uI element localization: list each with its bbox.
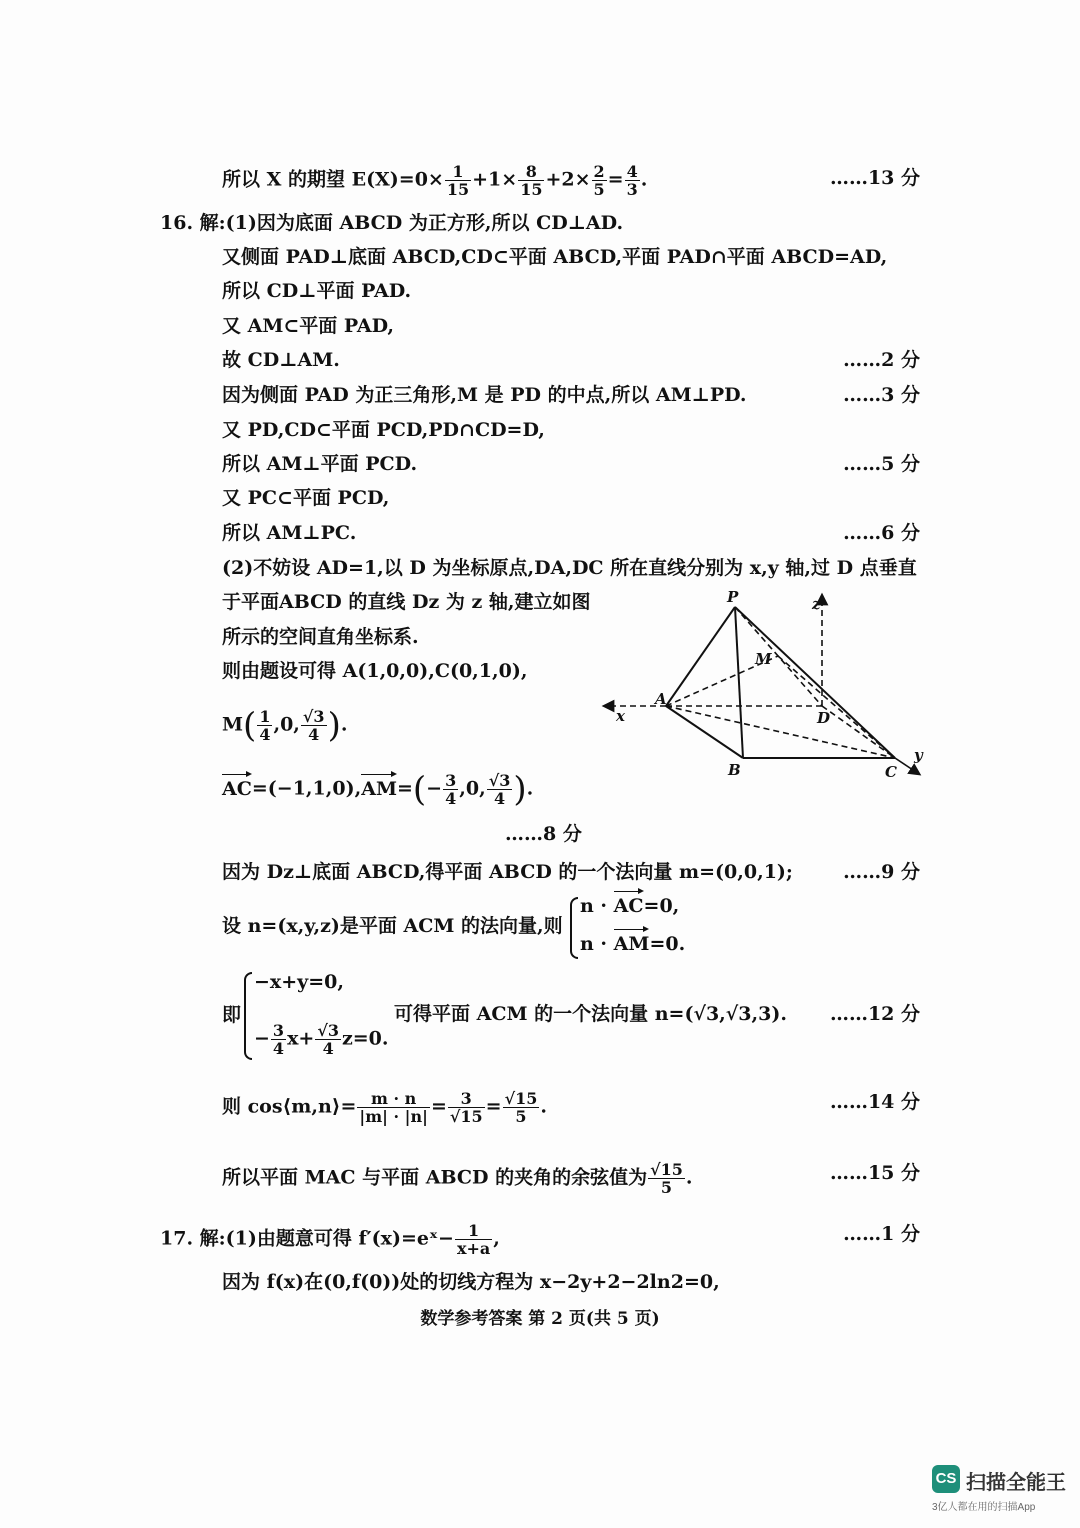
fraction: $\frac{1}{x+a}$ (456, 1221, 491, 1258)
fraction: $\frac{2}{5}$ (593, 162, 605, 199)
q16-line-9: 又 PC⊂平面 PCD, (222, 487, 390, 509)
q17-line-2: 因为 f(x)在(0,f(0))处的切线方程为 x−2y+2−2ln2=0, (222, 1271, 720, 1293)
watermark-brand: 扫描全能王 (966, 1472, 1066, 1494)
q16-line-2: 又侧面 PAD⊥底面 ABCD,CD⊂平面 ABCD,平面 PAD∩平面 ABCD=AD, (222, 246, 888, 268)
q16-line-5: 故 CD⊥AM. (222, 349, 340, 371)
fraction: $\frac{√3}{4}$ (488, 771, 511, 808)
fraction: $\frac{m \cdot n}{|m| \cdot |n|}$ (359, 1089, 428, 1126)
system-brace-2 (244, 972, 252, 1060)
vector-ac: AC (222, 777, 252, 800)
cosine-line: 则 cos⟨m,n⟩= $\frac{m \cdot n}{|m| \cdot |n|}$ = $\frac{3}{√15}$ = $\frac{√15}{5}$ . (222, 1089, 547, 1126)
vector-am: AM (361, 777, 397, 800)
fraction: $\frac{3}{√15}$ (449, 1089, 483, 1126)
score-2: ……2 分 (843, 349, 920, 371)
q16-line-4: 又 AM⊂平面 PAD, (222, 315, 394, 337)
q16-line-11: (2)不妨设 AD=1,以 D 为坐标原点,DA,DC 所在直线分别为 x,y 轴,过 D 点垂直 (222, 557, 917, 579)
label-d: D (817, 709, 831, 727)
system-2-eq-a: −x+y=0, (254, 971, 344, 993)
label-p: P (727, 588, 739, 606)
ji-label: 即 (222, 1004, 242, 1026)
normal-vector-line: 可得平面 ACM 的一个法向量 n=(√3,√3,3). (394, 1003, 787, 1025)
fraction: $\frac{√3}{4}$ (302, 707, 325, 744)
q16-line-3: 所以 CD⊥平面 PAD. (222, 280, 412, 302)
edge-pb (735, 607, 743, 758)
fraction: $\frac{4}{3}$ (626, 162, 638, 199)
system-1-eq-a: n · AC=0, (580, 895, 680, 917)
camscanner-logo-icon: CS (932, 1465, 960, 1493)
q17-line-1: 17. 解:(1)由题意可得 f′(x)=eˣ− $\frac{1}{x+a}$ , (160, 1221, 500, 1258)
page-footer: 数学参考答案 第 2 页(共 5 页) (420, 1309, 660, 1329)
score-15: ……15 分 (829, 1162, 920, 1184)
q16-line-12: 于平面ABCD 的直线 Dz 为 z 轴,建立如图 (222, 591, 591, 613)
fraction: $\frac{√15}{5}$ (650, 1160, 683, 1197)
score-1: ……1 分 (843, 1223, 920, 1245)
edge-dc (822, 706, 895, 758)
system-brace-1 (570, 897, 578, 959)
system-2-eq-b: − $\frac{3}{4}$ x+ $\frac{√3}{4}$ z=0. (254, 1021, 389, 1058)
q16-line-18: 设 n=(x,y,z)是平面 ACM 的法向量,则 (222, 915, 563, 937)
label-z: z (812, 595, 821, 613)
pyramid-figure (600, 585, 930, 785)
edge-pa (666, 607, 735, 706)
score-5: ……5 分 (843, 453, 920, 475)
score-3: ……3 分 (843, 384, 920, 406)
fraction: $\frac{3}{4}$ (445, 771, 457, 808)
score-12: ……12 分 (829, 1003, 920, 1025)
label-x: x (616, 707, 625, 725)
edge-ab (666, 706, 743, 758)
edge-pc (735, 607, 895, 758)
edge-ac (666, 706, 895, 758)
label-a: A (655, 690, 667, 708)
label-b: B (728, 761, 741, 779)
vectors-line: AC=(−1,1,0),AM=(− $\frac{3}{4}$ ,0, $\frac{√3}{4}$ ). (222, 769, 534, 810)
label-y: y (914, 746, 923, 764)
fraction: $\frac{3}{4}$ (272, 1021, 285, 1058)
final-answer-line: 所以平面 MAC 与平面 ABCD 的夹角的余弦值为 $\frac{√15}{5}$ . (222, 1160, 693, 1197)
label-c: C (885, 763, 897, 781)
q16-line-6: 因为侧面 PAD 为正三角形,M 是 PD 的中点,所以 AM⊥PD. (222, 384, 747, 406)
q16-line-7: 又 PD,CD⊂平面 PCD,PD∩CD=D, (222, 419, 545, 441)
label-m: M (755, 650, 772, 668)
score-6: ……6 分 (843, 522, 920, 544)
system-1-eq-b: n · AM=0. (580, 933, 686, 955)
q16-line-10: 所以 AM⊥PC. (222, 522, 357, 544)
fraction: $\frac{√15}{5}$ (504, 1089, 538, 1126)
score-8: ……8 分 (505, 823, 582, 845)
q16-line-8: 所以 AM⊥平面 PCD. (222, 453, 418, 475)
score-14: ……14 分 (829, 1091, 920, 1113)
score-9: ……9 分 (843, 861, 920, 883)
q16-line-13: 所示的空间直角坐标系. (222, 626, 419, 648)
score-13: ……13 分 (829, 167, 920, 189)
fraction: $\frac{√3}{4}$ (317, 1021, 339, 1058)
q16-line-17: 因为 Dz⊥底面 ABCD,得平面 ABCD 的一个法向量 m=(0,0,1); (222, 861, 793, 883)
y-axis (895, 758, 916, 772)
q16-line-1: 16. 解:(1)因为底面 ABCD 为正方形,所以 CD⊥AD. (160, 212, 624, 234)
q16-line-14: 则由题设可得 A(1,0,0),C(0,1,0), (222, 660, 528, 682)
fraction: $\frac{1}{4}$ (259, 707, 271, 744)
fraction: $\frac{8}{15}$ (520, 162, 543, 199)
edge-mc (778, 656, 895, 758)
fraction: $\frac{1}{15}$ (446, 162, 470, 199)
watermark-subtitle: 3亿人都在用的扫描App (932, 1502, 1036, 1513)
expectation-line: 所以 X 的期望 E(X)=0× $\frac{1}{15}$ +1× $\frac{8}{15}$ +2× $\frac{2}{5}$ = $\frac{4}{3}$ . (222, 162, 648, 199)
m-coordinates: M( $\frac{1}{4}$ ,0, $\frac{√3}{4}$ ). (222, 705, 348, 746)
